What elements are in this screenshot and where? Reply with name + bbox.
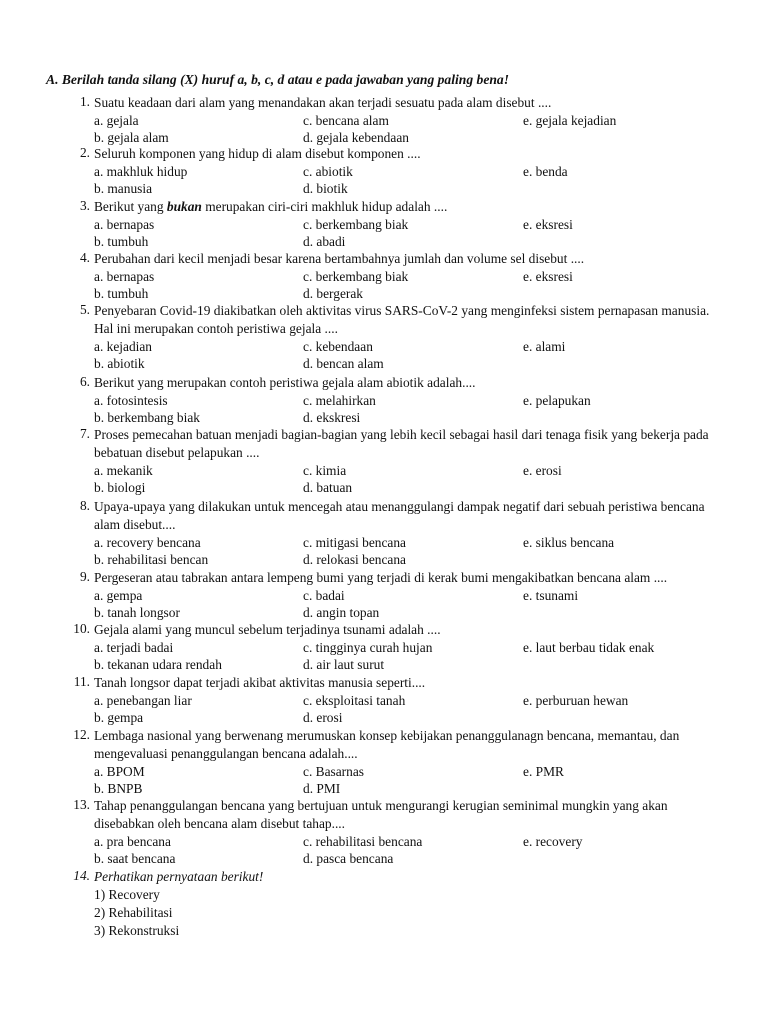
option-c[interactable]: c. melahirkan — [303, 393, 376, 408]
emphasis-word: bukan — [166, 199, 202, 214]
question-number: 12. — [73, 727, 90, 742]
option-c[interactable]: c. berkembang biak — [303, 269, 409, 284]
option-a[interactable]: a. recovery bencana — [94, 535, 201, 550]
option-d[interactable]: d. bencan alam — [303, 356, 384, 371]
answer-options — [94, 693, 728, 727]
option-c[interactable]: c. kimia — [303, 463, 347, 478]
question-number: 2. — [79, 145, 90, 160]
question-text: Tanah longsor dapat terjadi akibat aktivitas manusia seperti.... — [94, 675, 426, 690]
question-2 — [68, 145, 728, 198]
statement-item: 2) Rehabilitasi — [94, 905, 173, 920]
option-a[interactable]: a. mekanik — [94, 463, 153, 478]
question-number: 7. — [79, 426, 90, 441]
question-9 — [68, 569, 728, 622]
option-e[interactable]: e. laut berbau tidak enak — [523, 640, 655, 655]
option-c[interactable]: c. bencana alam — [303, 113, 389, 128]
question-3 — [68, 198, 728, 251]
question-1 — [68, 94, 728, 147]
question-text — [94, 198, 728, 216]
answer-options — [94, 269, 728, 303]
option-a[interactable]: a. fotosintesis — [94, 393, 168, 408]
section-heading: A. Berilah tanda silang (X) huruf a, b, c, d atau e pada jawaban yang paling bena! — [46, 72, 510, 87]
option-a[interactable]: a. gempa — [94, 588, 143, 603]
option-b[interactable]: b. BNPB — [94, 781, 143, 796]
question-13 — [68, 797, 728, 868]
option-b[interactable]: b. biologi — [94, 480, 146, 495]
option-b[interactable]: b. berkembang biak — [94, 410, 200, 425]
option-a[interactable]: a. gejala — [94, 113, 139, 128]
question-number: 10. — [73, 621, 90, 636]
option-b[interactable]: b. tekanan udara rendah — [94, 657, 222, 672]
question-6 — [68, 374, 728, 427]
option-c[interactable]: c. Basarnas — [303, 764, 364, 779]
option-c[interactable]: c. tingginya curah hujan — [303, 640, 433, 655]
option-e[interactable]: e. pelapukan — [523, 393, 591, 408]
question-12 — [68, 727, 728, 798]
option-e[interactable]: e. perburuan hewan — [523, 693, 629, 708]
option-e[interactable]: e. PMR — [523, 764, 564, 779]
option-b[interactable]: b. gempa — [94, 710, 144, 725]
answer-options — [94, 217, 728, 251]
option-a[interactable]: a. pra bencana — [94, 834, 171, 849]
question-11 — [68, 674, 728, 727]
answer-options — [94, 463, 728, 497]
option-e[interactable]: e. recovery — [523, 834, 583, 849]
option-d[interactable]: d. ekskresi — [303, 410, 361, 425]
question-number: 3. — [79, 198, 90, 213]
question-number: 13. — [73, 797, 90, 812]
question-text-part: Berikut yang — [94, 199, 167, 214]
option-a[interactable]: a. bernapas — [94, 217, 155, 232]
statement-item: 3) Rekonstruksi — [94, 923, 180, 938]
question-5 — [68, 302, 728, 373]
option-e[interactable]: e. erosi — [523, 463, 562, 478]
option-e[interactable]: e. eksresi — [523, 217, 573, 232]
answer-options — [94, 339, 728, 373]
question-number: 14. — [73, 868, 90, 883]
question-text: Gejala alami yang muncul sebelum terjadinya tsunami adalah .... — [94, 622, 441, 637]
question-number: 8. — [79, 498, 90, 513]
question-7 — [68, 426, 728, 497]
option-b[interactable]: b. gejala alam — [94, 130, 169, 145]
option-b[interactable]: b. abiotik — [94, 356, 145, 371]
option-d[interactable]: d. bergerak — [303, 286, 363, 301]
answer-options — [94, 834, 728, 868]
question-number: 4. — [79, 250, 90, 265]
statement-item: 1) Recovery — [94, 887, 160, 902]
option-e[interactable]: e. benda — [523, 164, 568, 179]
option-e[interactable]: e. alami — [523, 339, 566, 354]
question-8 — [68, 498, 728, 569]
option-d[interactable]: d. batuan — [303, 480, 353, 495]
option-d[interactable]: d. erosi — [303, 710, 343, 725]
question-14 — [68, 868, 728, 940]
option-e[interactable]: e. gejala kejadian — [523, 113, 617, 128]
option-e[interactable]: e. siklus bencana — [523, 535, 615, 550]
question-text: Perubahan dari kecil menjadi besar karena bertambahnya jumlah dan volume sel disebut .... — [94, 251, 585, 266]
question-text: Berikut yang merupakan contoh peristiwa gejala alam abiotik adalah.... — [94, 375, 476, 390]
question-number: 6. — [79, 374, 90, 389]
answer-options — [94, 764, 728, 798]
question-text-part: merupakan ciri-ciri makhluk hidup adalah .... — [201, 199, 448, 214]
question-text: Tahap penanggulangan bencana yang bertujuan untuk mengurangi kerugian seminimal mungkin yang akan disebabkan oleh bencana alam disebut tahap.... — [94, 798, 668, 831]
option-b[interactable]: b. manusia — [94, 181, 153, 196]
question-text: Pergeseran atau tabrakan antara lempeng bumi yang terjadi di kerak bumi mengakibatkan bencana alam .... — [94, 570, 668, 585]
option-e[interactable]: e. eksresi — [523, 269, 573, 284]
option-b[interactable]: b. tumbuh — [94, 234, 149, 249]
question-text: Suatu keadaan dari alam yang menandakan akan terjadi sesuatu pada alam disebut .... — [94, 95, 552, 110]
option-a[interactable]: a. bernapas — [94, 269, 155, 284]
answer-options — [94, 164, 728, 198]
option-d[interactable]: d. abadi — [303, 234, 346, 249]
question-number: 5. — [79, 302, 90, 317]
question-number: 11. — [73, 674, 90, 689]
option-c[interactable]: c. eksploitasi tanah — [303, 693, 406, 708]
answer-options — [94, 113, 728, 147]
question-10 — [68, 621, 728, 674]
answer-options — [94, 393, 728, 427]
option-d[interactable]: d. PMI — [303, 781, 341, 796]
option-a[interactable]: a. penebangan liar — [94, 693, 192, 708]
question-4 — [68, 250, 728, 303]
question-text: Seluruh komponen yang hidup di alam disebut komponen .... — [94, 146, 421, 161]
question-number: 1. — [79, 94, 90, 109]
option-e[interactable]: e. tsunami — [523, 588, 579, 603]
option-c[interactable]: c. kebendaan — [303, 339, 373, 354]
option-d[interactable]: d. pasca bencana — [303, 851, 394, 866]
question-text: Penyebaran Covid-19 diakibatkan oleh aktivitas virus SARS-CoV-2 yang menginfeksi sistem pernapasan manusia. Hal ini merupakan contoh peristiwa gejala .... — [94, 303, 710, 336]
option-d[interactable]: d. angin topan — [303, 605, 380, 620]
question-text: Upaya-upaya yang dilakukan untuk mencegah atau menanggulangi dampak negatif dari sebuah peristiwa bencana alam disebut.... — [94, 499, 705, 532]
option-c[interactable]: c. rehabilitasi bencana — [303, 834, 423, 849]
statement-list — [94, 886, 728, 940]
option-d[interactable]: d. biotik — [303, 181, 348, 196]
option-a[interactable]: a. makhluk hidup — [94, 164, 188, 179]
option-b[interactable]: b. saat bencana — [94, 851, 176, 866]
answer-options — [94, 640, 728, 674]
option-a[interactable]: a. BPOM — [94, 764, 145, 779]
option-c[interactable]: c. mitigasi bencana — [303, 535, 406, 550]
question-number: 9. — [79, 569, 90, 584]
option-c[interactable]: c. abiotik — [303, 164, 353, 179]
option-d[interactable]: d. gejala kebendaan — [303, 130, 409, 145]
option-a[interactable]: a. terjadi badai — [94, 640, 174, 655]
answer-options — [94, 588, 728, 622]
option-d[interactable]: d. air laut surut — [303, 657, 385, 672]
option-b[interactable]: b. tanah longsor — [94, 605, 180, 620]
option-b[interactable]: b. tumbuh — [94, 286, 149, 301]
option-c[interactable]: c. berkembang biak — [303, 217, 409, 232]
option-d[interactable]: d. relokasi bencana — [303, 552, 406, 567]
option-b[interactable]: b. rehabilitasi bencan — [94, 552, 209, 567]
option-c[interactable]: c. badai — [303, 588, 345, 603]
question-text: Proses pemecahan batuan menjadi bagian-bagian yang lebih kecil sebagai hasil dari tenaga fisik yang bekerja pada bebatuan disebut pelapukan .... — [94, 427, 709, 460]
question-text: Perhatikan pernyataan berikut! — [94, 869, 264, 884]
option-a[interactable]: a. kejadian — [94, 339, 152, 354]
question-text: Lembaga nasional yang berwenang merumuskan konsep kebijakan penanggulanagn bencana, memantau, dan mengevaluasi penanggulangan bencana adalah.... — [94, 728, 680, 761]
answer-options — [94, 535, 728, 569]
